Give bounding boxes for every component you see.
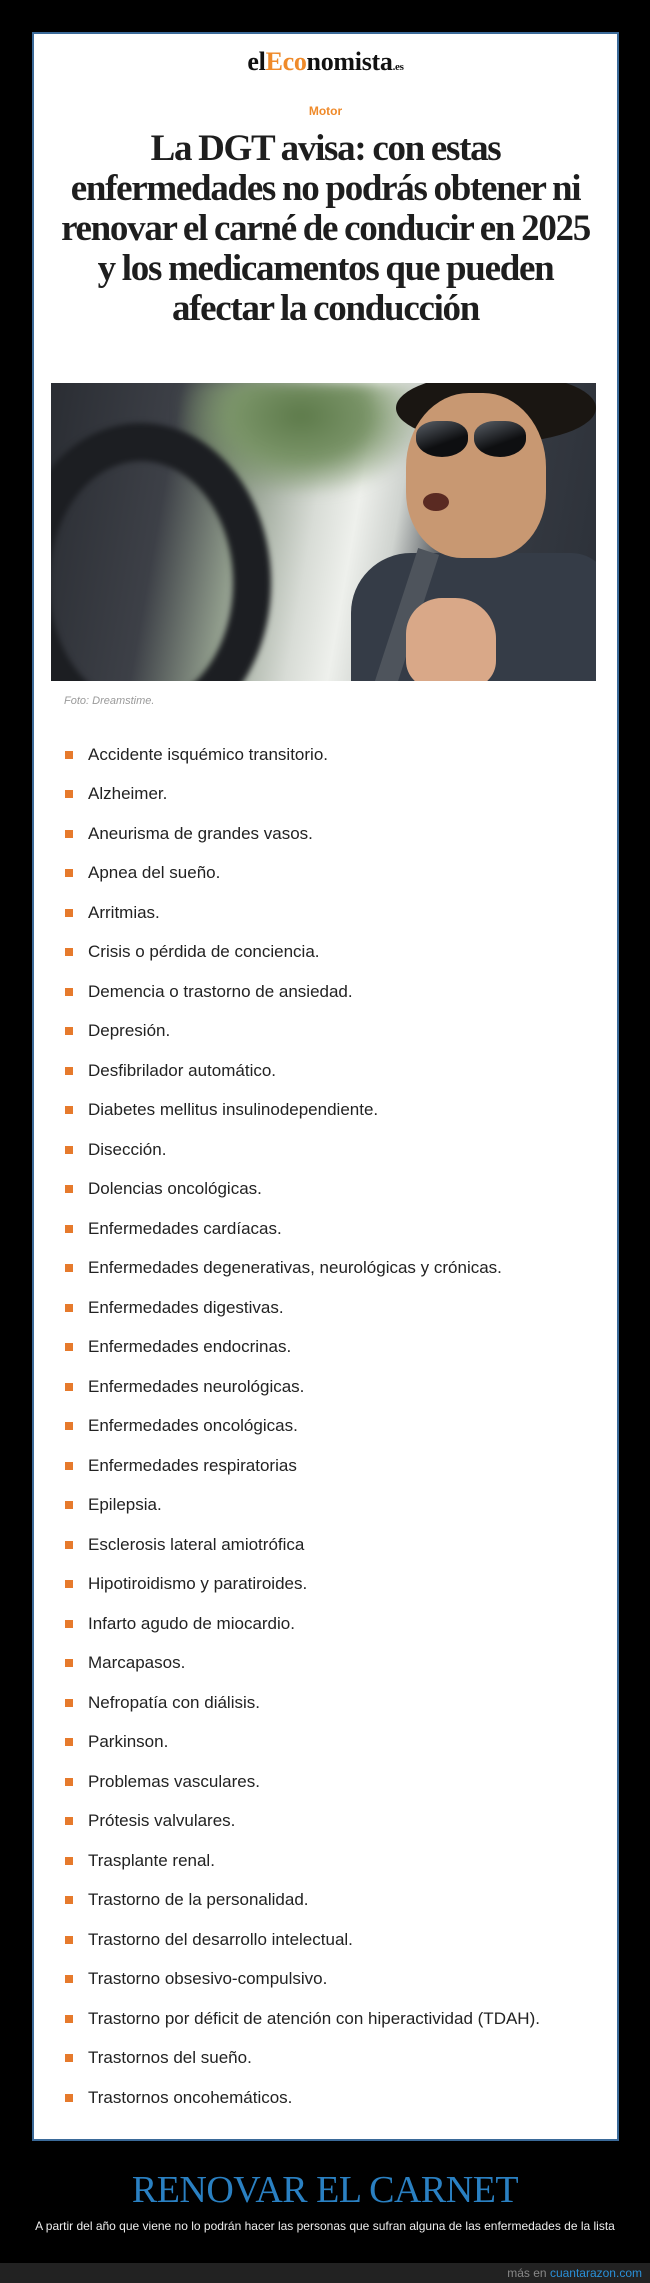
photo-mouth xyxy=(423,493,449,511)
list-item-text: Depresión. xyxy=(88,1021,171,1041)
list-item-text: Esclerosis lateral amiotrófica xyxy=(88,1534,305,1554)
list-item xyxy=(34,1407,617,1447)
list-item-text: Diabetes mellitus insulinodependiente. xyxy=(88,1100,379,1120)
list-item-text: Nefropatía con diálisis. xyxy=(88,1692,260,1712)
footer-bar xyxy=(0,2263,650,2283)
square-bullet-icon xyxy=(65,1896,73,1904)
list-item-text: Alzheimer. xyxy=(88,784,168,804)
square-bullet-icon xyxy=(65,1620,73,1628)
square-bullet-icon xyxy=(65,1580,73,1588)
list-item-text: Prótesis valvulares. xyxy=(88,1811,236,1831)
article-photo xyxy=(51,383,596,681)
headline-line: renovar el carné de conducir en 2025 xyxy=(61,208,590,249)
square-bullet-icon xyxy=(65,1738,73,1746)
list-item xyxy=(34,1091,617,1131)
square-bullet-icon xyxy=(65,1185,73,1193)
list-item-text: Trastorno de la personalidad. xyxy=(88,1890,309,1910)
list-item xyxy=(34,1446,617,1486)
logo-el: el xyxy=(247,47,266,76)
list-item-text: Trasplante renal. xyxy=(88,1850,215,1870)
list-item xyxy=(34,1486,617,1526)
list-item xyxy=(34,1565,617,1605)
headline-line: afectar la conducción xyxy=(171,288,480,329)
square-bullet-icon xyxy=(65,790,73,798)
list-item-text: Enfermedades cardíacas. xyxy=(88,1218,282,1238)
list-item-text: Arritmias. xyxy=(88,902,160,922)
article-headline xyxy=(42,129,609,329)
list-item xyxy=(34,893,617,933)
footer-site-link[interactable]: cuantarazon.com xyxy=(549,2266,642,2280)
square-bullet-icon xyxy=(65,1264,73,1272)
list-item xyxy=(34,1012,617,1052)
list-item xyxy=(34,1960,617,2000)
square-bullet-icon xyxy=(65,2094,73,2102)
list-item xyxy=(34,1249,617,1289)
list-item-text: Trastorno obsesivo-compulsivo. xyxy=(88,1969,328,1989)
square-bullet-icon xyxy=(65,1106,73,1114)
list-item xyxy=(34,1762,617,1802)
square-bullet-icon xyxy=(65,1304,73,1312)
list-item-text: Parkinson. xyxy=(88,1732,169,1752)
list-item-text: Infarto agudo de miocardio. xyxy=(88,1613,295,1633)
square-bullet-icon xyxy=(65,1225,73,1233)
list-item-text: Enfermedades degenerativas, neurológicas y crónicas. xyxy=(88,1258,502,1278)
list-item xyxy=(34,1130,617,1170)
list-item xyxy=(34,1881,617,1921)
list-item xyxy=(34,972,617,1012)
list-item xyxy=(34,1802,617,1842)
square-bullet-icon xyxy=(65,1936,73,1944)
list-item xyxy=(34,1644,617,1684)
square-bullet-icon xyxy=(65,1699,73,1707)
photo-sunglasses xyxy=(416,421,526,459)
photo-hand xyxy=(406,598,496,681)
square-bullet-icon xyxy=(65,1027,73,1035)
list-item-text: Problemas vasculares. xyxy=(88,1771,260,1791)
list-item xyxy=(34,1920,617,1960)
square-bullet-icon xyxy=(65,830,73,838)
list-item-text: Marcapasos. xyxy=(88,1653,186,1673)
photo-head xyxy=(406,393,546,558)
photo-caption: Foto: Dreamstime. xyxy=(64,695,155,707)
square-bullet-icon xyxy=(65,1659,73,1667)
list-item xyxy=(34,1604,617,1644)
list-item-text: Dolencias oncológicas. xyxy=(88,1179,262,1199)
headline-line: enfermedades no podrás obtener ni xyxy=(70,168,581,209)
list-item-text: Aneurisma de grandes vasos. xyxy=(88,823,313,843)
list-item xyxy=(34,854,617,894)
square-bullet-icon xyxy=(65,1541,73,1549)
square-bullet-icon xyxy=(65,1067,73,1075)
square-bullet-icon xyxy=(65,1462,73,1470)
list-item xyxy=(34,1328,617,1368)
square-bullet-icon xyxy=(65,1146,73,1154)
list-item-text: Apnea del sueño. xyxy=(88,863,221,883)
square-bullet-icon xyxy=(65,909,73,917)
list-item-text: Disección. xyxy=(88,1139,167,1159)
square-bullet-icon xyxy=(65,1343,73,1351)
headline-line: La DGT avisa: con estas xyxy=(150,128,501,169)
square-bullet-icon xyxy=(65,2015,73,2023)
list-item-text: Enfermedades endocrinas. xyxy=(88,1337,292,1357)
square-bullet-icon xyxy=(65,2054,73,2062)
list-item xyxy=(34,814,617,854)
list-item-text: Hipotiroidismo y paratiroides. xyxy=(88,1574,308,1594)
meme-subtitle: A partir del año que viene no lo podrán hacer las personas que sufran alguna de las enfermedades de la lista xyxy=(35,2219,615,2233)
list-item xyxy=(34,1525,617,1565)
list-item xyxy=(34,1999,617,2039)
square-bullet-icon xyxy=(65,869,73,877)
square-bullet-icon xyxy=(65,948,73,956)
list-item xyxy=(34,1841,617,1881)
square-bullet-icon xyxy=(65,1501,73,1509)
list-item-text: Desfibrilador automático. xyxy=(88,1060,277,1080)
list-item-text: Crisis o pérdida de conciencia. xyxy=(88,942,320,962)
list-item xyxy=(34,1288,617,1328)
headline-line: y los medicamentos que pueden xyxy=(97,248,554,289)
list-item-text: Enfermedades neurológicas. xyxy=(88,1376,305,1396)
list-item-text: Enfermedades digestivas. xyxy=(88,1297,284,1317)
section-label[interactable]: Motor xyxy=(308,104,343,118)
list-item xyxy=(34,2078,617,2118)
square-bullet-icon xyxy=(65,1857,73,1865)
list-item xyxy=(34,1683,617,1723)
list-item xyxy=(34,1367,617,1407)
article-screenshot-panel xyxy=(32,32,619,2141)
site-logo[interactable] xyxy=(34,47,617,77)
list-item-text: Enfermedades respiratorias xyxy=(88,1455,297,1475)
square-bullet-icon xyxy=(65,1422,73,1430)
logo-eco: Eco xyxy=(265,47,307,76)
list-item-text: Enfermedades oncológicas. xyxy=(88,1416,298,1436)
list-item xyxy=(34,1209,617,1249)
list-item-text: Epilepsia. xyxy=(88,1495,162,1515)
list-item-text: Trastornos oncohemáticos. xyxy=(88,2087,293,2107)
logo-nomista: nomista xyxy=(306,47,393,76)
list-item-text: Trastorno por déficit de atención con hiperactividad (TDAH). xyxy=(88,2008,540,2028)
square-bullet-icon xyxy=(65,1975,73,1983)
square-bullet-icon xyxy=(65,751,73,759)
meme-title: RENOVAR EL CARNET xyxy=(131,2169,519,2211)
list-item xyxy=(34,1051,617,1091)
square-bullet-icon xyxy=(65,1817,73,1825)
list-item xyxy=(34,933,617,973)
footer-prefix: más en xyxy=(507,2266,550,2280)
list-item xyxy=(34,2039,617,2079)
list-item xyxy=(34,1170,617,1210)
list-item-text: Trastornos del sueño. xyxy=(88,2048,252,2068)
list-item-text: Accidente isquémico transitorio. xyxy=(88,744,329,764)
square-bullet-icon xyxy=(65,1778,73,1786)
conditions-list xyxy=(34,735,617,2118)
list-item xyxy=(34,775,617,815)
logo-tld: .es xyxy=(392,61,404,73)
square-bullet-icon xyxy=(65,988,73,996)
list-item xyxy=(34,1723,617,1763)
square-bullet-icon xyxy=(65,1383,73,1391)
list-item-text: Trastorno del desarrollo intelectual. xyxy=(88,1929,353,1949)
list-item xyxy=(34,735,617,775)
list-item-text: Demencia o trastorno de ansiedad. xyxy=(88,981,353,1001)
